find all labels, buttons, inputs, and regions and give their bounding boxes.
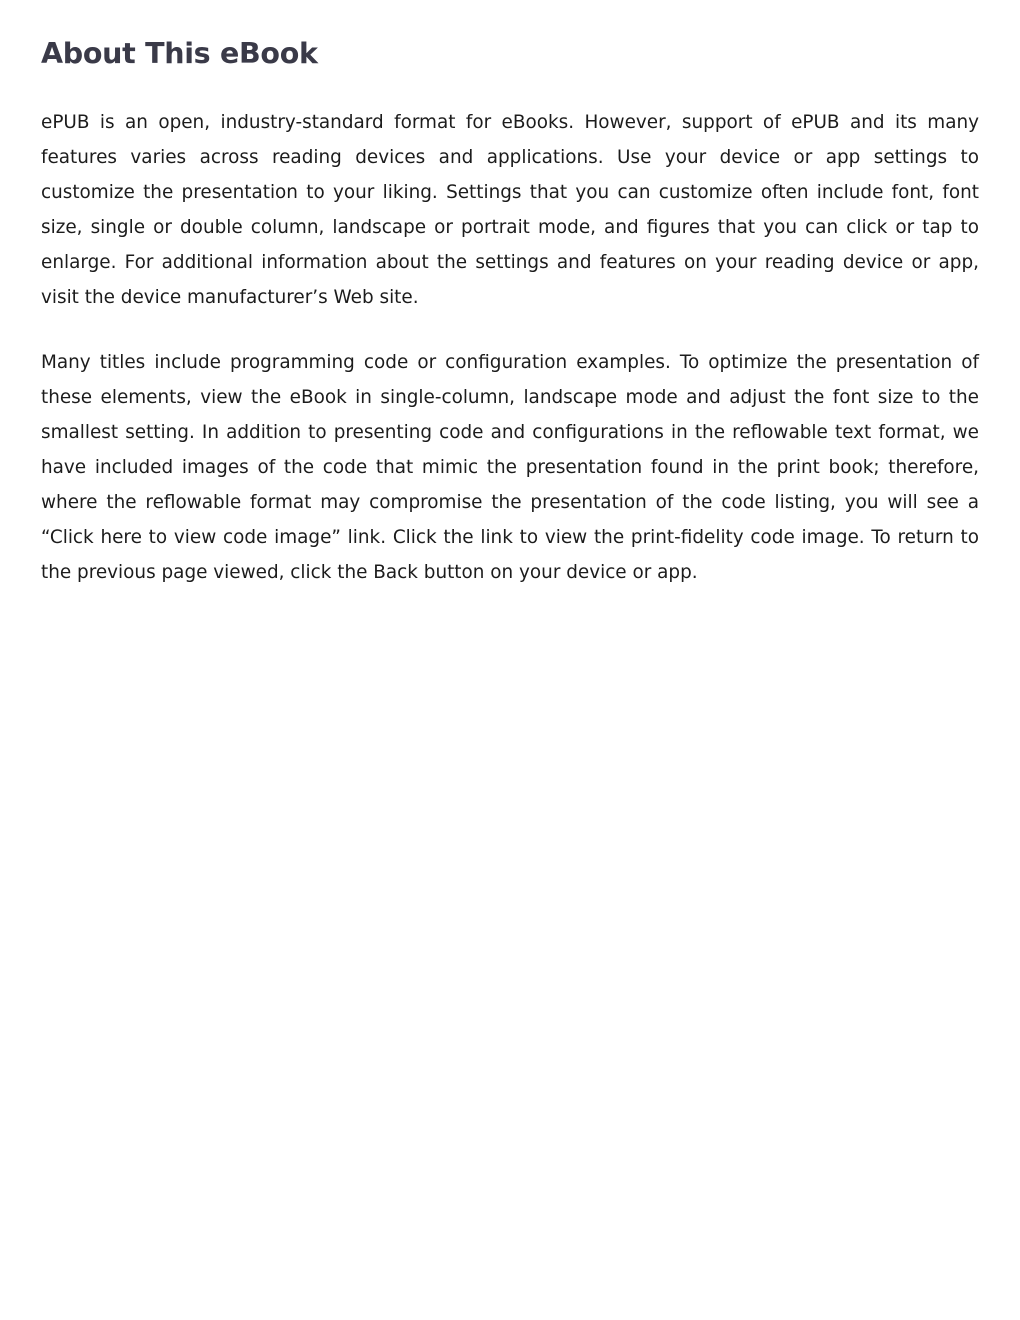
page-title: About This eBook: [41, 37, 318, 70]
paragraph-code-examples: Many titles include programming code or configuration examples. To optimize the presentation of these elements, view the eBook in single-column, landscape mode and adjust the font size to the smallest setting. In addition to presenting code and configurations in the reflowable text format, we have included images of the code that mimic the presentation found in the print book; therefore, where the reflowable format may compromise the presentation of the code listing, you will see a “Click here to view code image” link. Click the link to view the print-fidelity code image. To return to the previous page viewed, click the Back button on your device or app.: [41, 352, 979, 583]
paragraph-epub-format: ePUB is an open, industry-standard format for eBooks. However, support of ePUB and its many features varies across reading devices and applications. Use your device or app settings to customize the presentation to your liking. Settings that you can customize often include font, font size, single or double column, landscape or portrait mode, and figures that you can click or tap to enlarge. For additional information about the settings and features on your reading device or app, visit the device manufacturer’s Web site.: [41, 112, 979, 308]
ebook-page: [41, 0, 979, 590]
